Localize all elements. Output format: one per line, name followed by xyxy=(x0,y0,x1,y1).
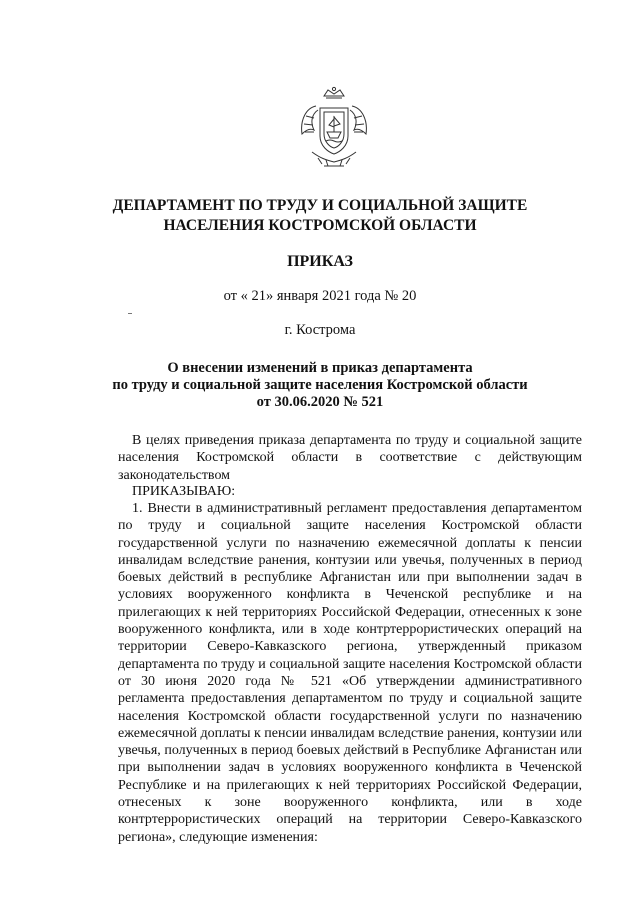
margin-mark xyxy=(128,313,132,314)
document-type: ПРИКАЗ xyxy=(287,253,353,270)
coat-of-arms-emblem xyxy=(296,86,372,170)
city-line: г. Кострома xyxy=(284,322,356,338)
document-subject xyxy=(60,360,580,411)
date-line: от « 21» января 2021 года № 20 xyxy=(223,288,417,304)
department-title-line2: НАСЕЛЕНИЯ КОСТРОМСКОЙ ОБЛАСТИ xyxy=(163,217,477,234)
subject-line3: от 30.06.2020 № 521 xyxy=(256,394,384,410)
clause-1-paragraph: 1. Внести в административный регламент предоставления департаментом по труду и социальной защите населения Костромской области государственной услуги по назначению ежемесячной доплаты к пенсии инвалидам вследствие ранения, контузии или увечья, полученных в период боевых действий в республике Афганистан или при выполнении задач в условиях вооруженного конфликта в Чеченской республике и на прилегающих к ней территориях Российской Федерации, отнесенных к зоне вооруженного конфликта, или в ходе контртеррористических операций на территории Северо-Кавказского региона, утвержденный приказом департамента по труду и социальной защите населения Костромской области от 30 июня 2020 года № 521 «Об утверждении административного регламента предоставления департаментом по труду и социальной защите населения Костромской области государственной услуги по назначению ежемесячной доплаты к пенсии инвалидам вследствие ранения, контузии или увечья, полученных в период боевых действий в Республике Афганистан или при выполнении задач в условиях вооруженного конфликта в Чеченской Республике и на прилегающих к ней территориях Российской Федерации, отнесеных к зоне вооруженного конфликта, или в ходе контртеррористических операций на территории Северо-Кавказского региона», следующие изменения: xyxy=(118,501,582,845)
order-word: ПРИКАЗЫВАЮ: xyxy=(132,484,236,499)
preamble-paragraph: В целях приведения приказа департамента по труду и социальной защите населения Костромской области в соответствие с действующим законодательством xyxy=(118,433,582,483)
subject-line2: по труду и социальной защите населения Костромской области xyxy=(112,377,528,393)
subject-line1: О внесении изменений в приказ департамента xyxy=(167,360,473,376)
department-title-line1: ДЕПАРТАМЕНТ ПО ТРУДУ И СОЦИАЛЬНОЙ ЗАЩИТЕ xyxy=(112,197,528,214)
department-title xyxy=(60,196,580,236)
